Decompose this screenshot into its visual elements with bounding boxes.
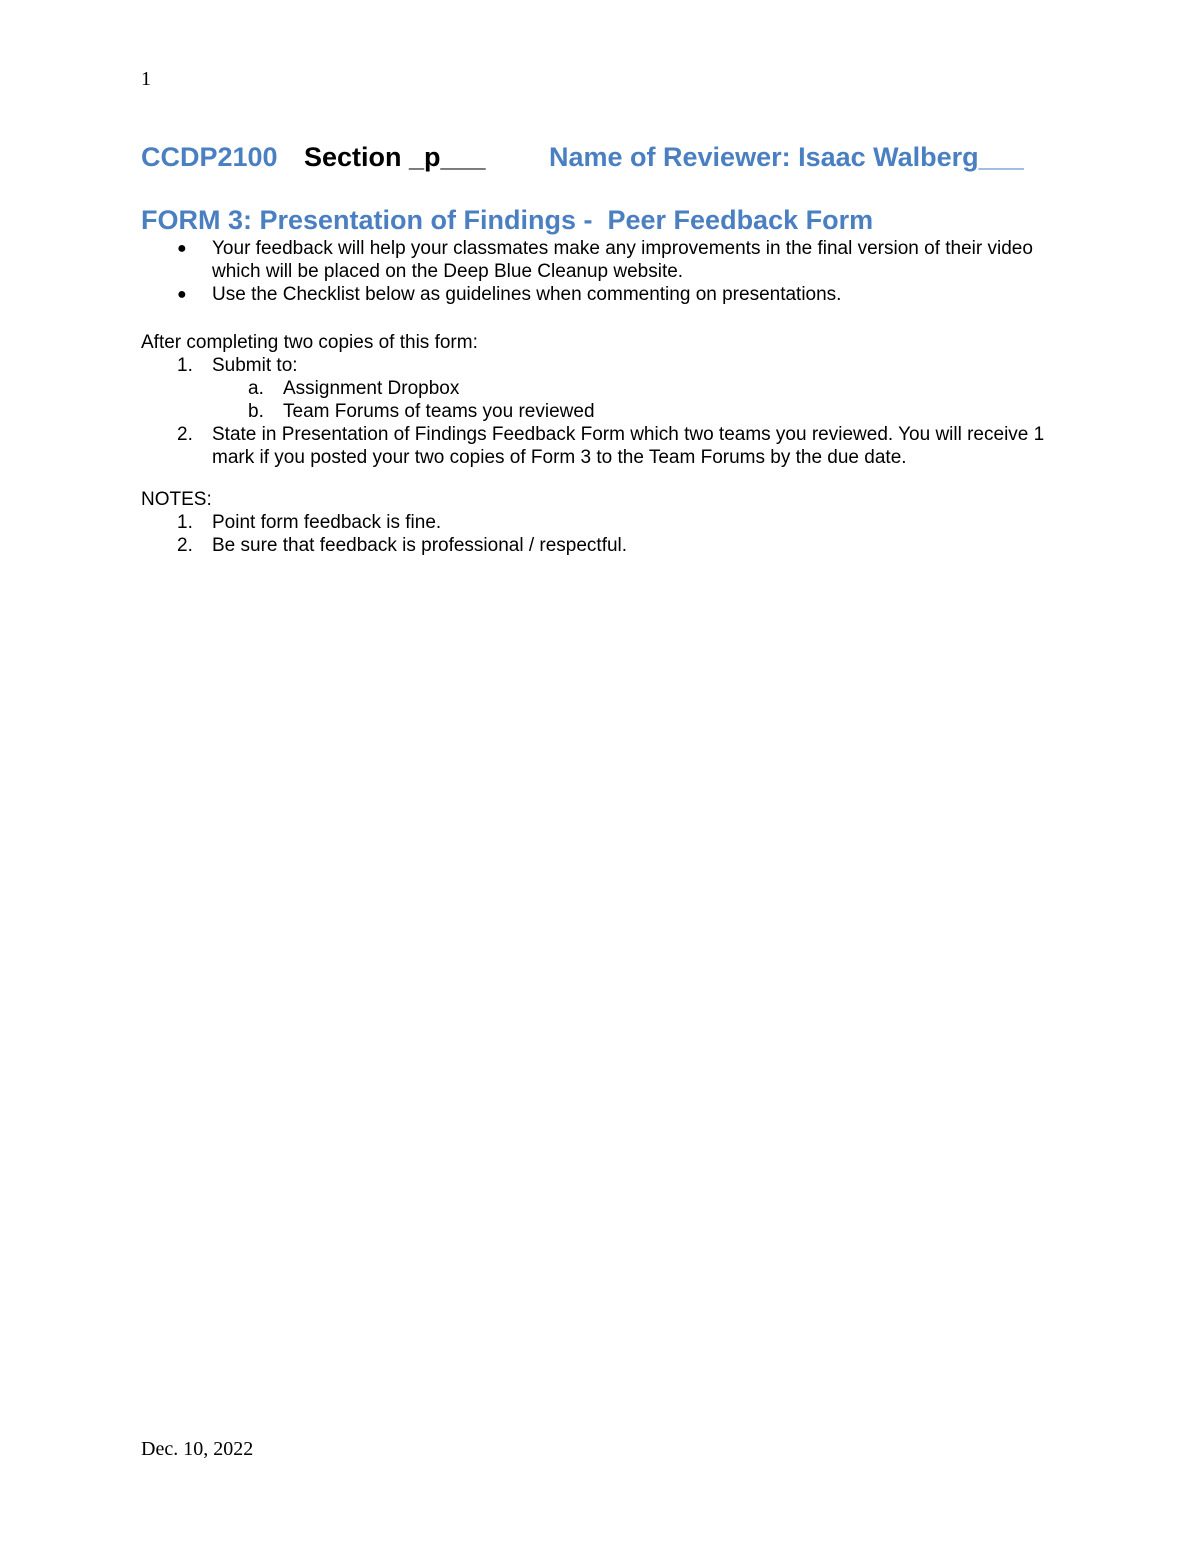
course-code: CCDP2100 [141, 142, 278, 172]
list-item: 1. Submit to: a. Assignment Dropbox b. Team Forums of teams you reviewed [141, 354, 1071, 423]
instructions-intro: After completing two copies of this form: [141, 332, 478, 353]
section-field: Section _p___ [304, 142, 486, 172]
bullet-icon: ● [177, 240, 187, 257]
page-number: 1 [141, 68, 151, 90]
list-item: 1. Point form feedback is fine. [177, 512, 442, 533]
form-title: FORM 3: Presentation of Findings - Peer Feedback Form [141, 205, 874, 235]
bullet-icon: ● [177, 286, 187, 303]
bullet-item: ● Use the Checklist below as guidelines when commenting on presentations. [177, 284, 842, 305]
reviewer-name: Name of Reviewer: Isaac Walberg___ [549, 142, 1024, 172]
instructions-list [141, 354, 1071, 469]
footer-date: Dec. 10, 2022 [141, 1438, 254, 1460]
notes-label: NOTES: [141, 489, 212, 510]
submit-to-sublist [212, 377, 1071, 423]
list-item: a. Assignment Dropbox [248, 378, 460, 399]
list-item: b. Team Forums of teams you reviewed [248, 401, 595, 422]
form-header [141, 139, 1024, 175]
bullet-item: ● Your feedback will help your classmates make any improvements in the final version of their video which will be placed on the Deep Blue Cleanup website. [177, 238, 1033, 282]
list-item: 2. State in Presentation of Findings Feedback Form which two teams you reviewed. You will receive 1 mark if you posted your two copies of Form 3 to the Team Forums by the due date. [177, 424, 1045, 468]
list-item: 2. Be sure that feedback is professional / respectful. [177, 535, 628, 556]
notes-list [141, 511, 1071, 557]
feedback-bullets [141, 237, 1071, 306]
